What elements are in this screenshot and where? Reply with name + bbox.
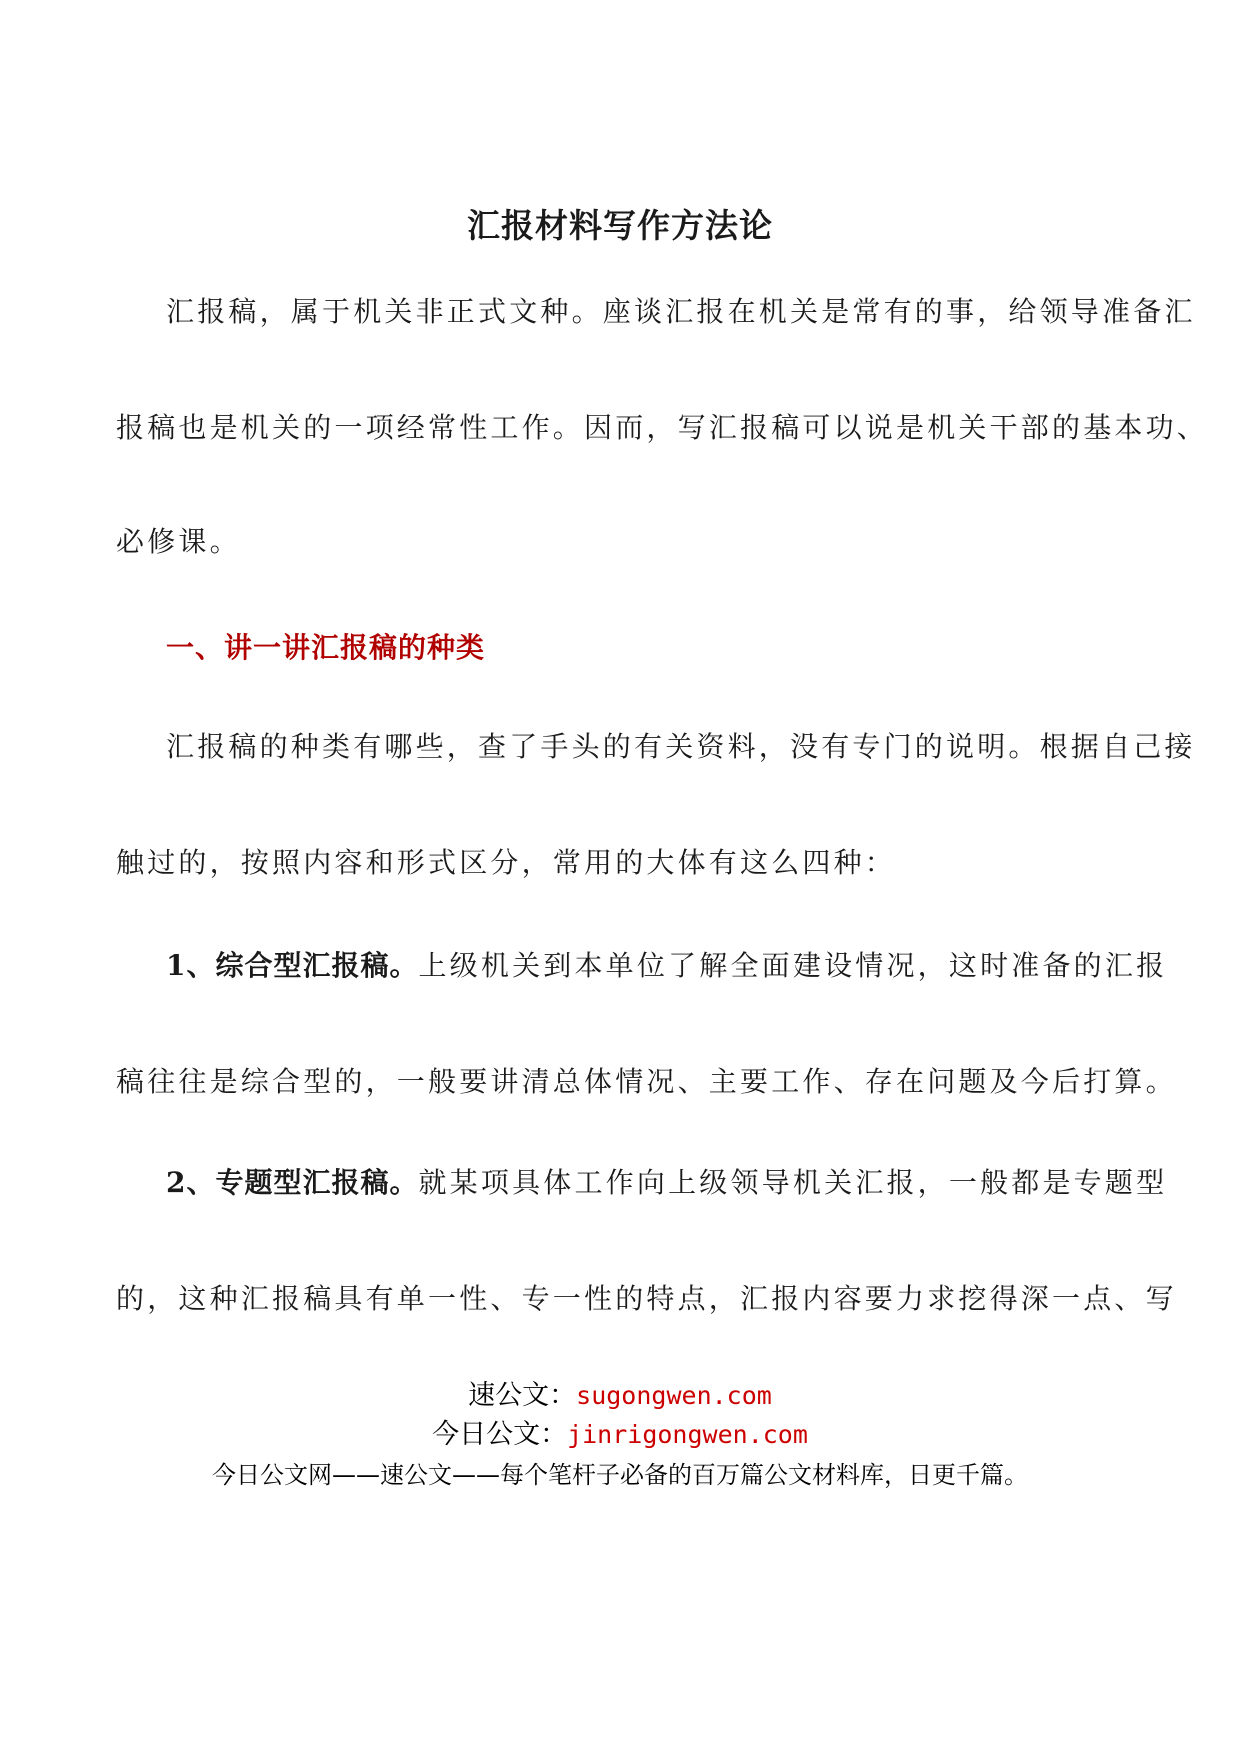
- footer-jinrigongwen: [0, 1417, 1240, 1453]
- item-1-line-2: 稿往往是综合型的，一般要讲清总体情况、主要工作、存在问题及今后打算。: [116, 1065, 1177, 1098]
- item-1-label: 1、综合型汇报稿。: [166, 949, 419, 982]
- document-title: 汇报材料写作方法论: [467, 206, 773, 245]
- item-1-line-1: [166, 946, 1168, 986]
- footer-jinrigongwen-label: 今日公文：: [432, 1419, 568, 1450]
- footer-sugongwen-label: 速公文：: [468, 1380, 577, 1411]
- footer-sugongwen: [0, 1378, 1240, 1414]
- section-heading: 一、讲一讲汇报稿的种类: [166, 631, 486, 664]
- item-2-label: 2、专题型汇报稿。: [166, 1166, 419, 1199]
- item-2-line-2: 的，这种汇报稿具有单一性、专一性的特点，汇报内容要力求挖得深一点、写: [116, 1282, 1177, 1315]
- item-2-text: 就某项具体工作向上级领导机关汇报，一般都是专题型: [418, 1166, 1168, 1199]
- sugongwen-link[interactable]: sugongwen.com: [576, 1381, 772, 1410]
- paragraph-1-line-3: 必修课。: [116, 525, 241, 558]
- jinrigongwen-link[interactable]: jinrigongwen.com: [567, 1420, 808, 1449]
- footer-slogan: 今日公文网——速公文——每个笔杆子必备的百万篇公文材料库，日更千篇。: [212, 1461, 1028, 1489]
- paragraph-2-line-1: 汇报稿的种类有哪些，查了手头的有关资料，没有专门的说明。根据自己接: [166, 730, 1196, 763]
- paragraph-1-line-2: 报稿也是机关的一项经常性工作。因而，写汇报稿可以说是机关干部的基本功、: [116, 411, 1209, 444]
- paragraph-2-line-2: 触过的，按照内容和形式区分，常用的大体有这么四种：: [116, 846, 897, 879]
- item-1-text: 上级机关到本单位了解全面建设情况，这时准备的汇报: [418, 949, 1168, 982]
- paragraph-1-line-1: 汇报稿，属于机关非正式文种。座谈汇报在机关是常有的事，给领导准备汇: [166, 295, 1196, 328]
- item-2-line-1: [166, 1163, 1168, 1203]
